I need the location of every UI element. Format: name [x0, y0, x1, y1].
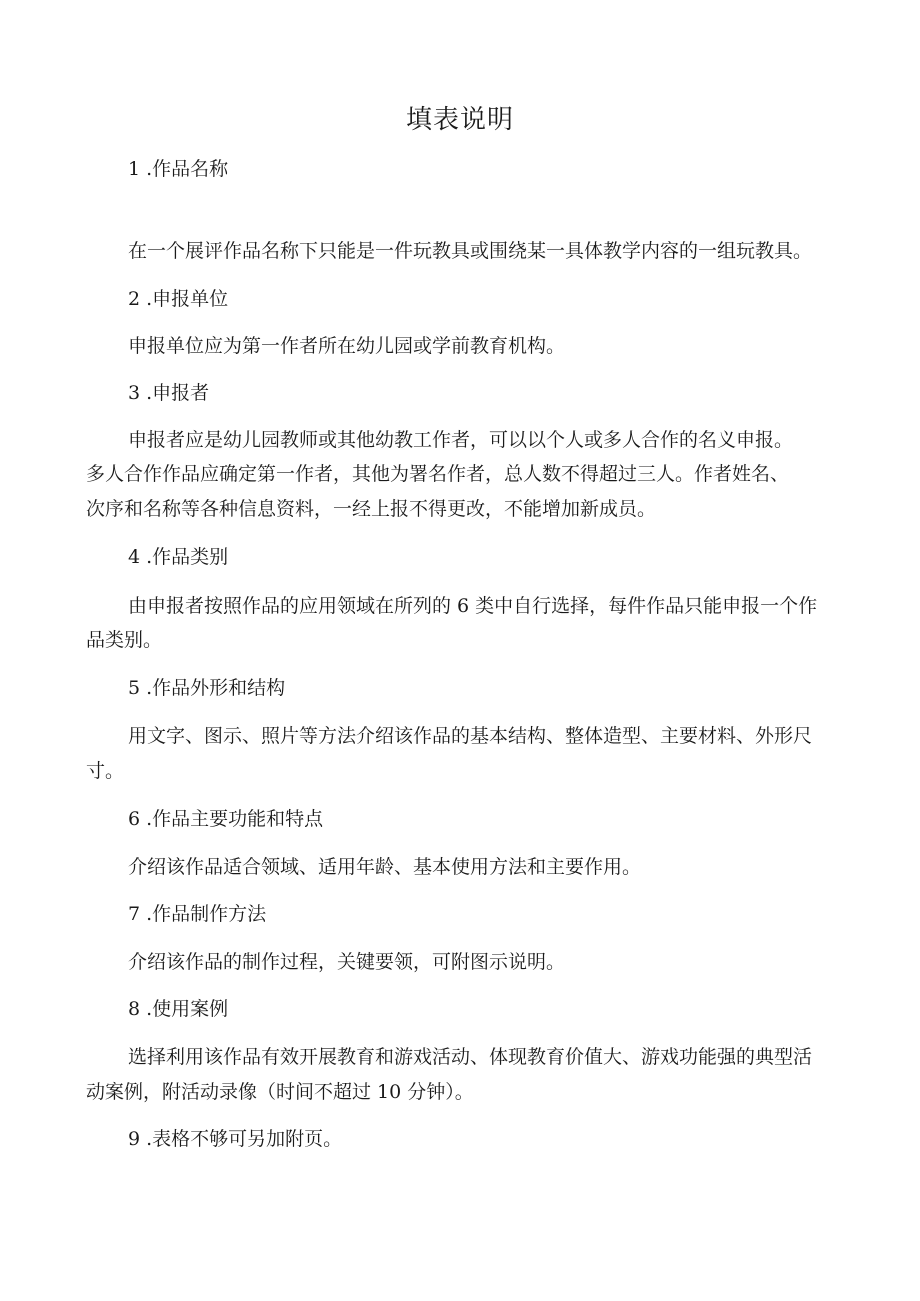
section-7-text: 介绍该作品的制作过程，关键要领，可附图示说明。	[128, 951, 566, 973]
section-3-text-line-3: 次序和名称等各种信息资料，一经上报不得更改，不能增加新成员。	[86, 498, 657, 520]
section-8-text-line-1: 选择利用该作品有效开展教育和游戏活动、体现教育价值大、游戏功能强的典型活	[128, 1046, 813, 1068]
section-9-heading: 9 .表格不够可另加附页。	[128, 1128, 343, 1150]
section-8-heading: 8 .使用案例	[128, 998, 229, 1020]
section-6-text: 介绍该作品适合领域、适用年龄、基本使用方法和主要作用。	[128, 856, 642, 878]
section-1-heading: 1 .作品名称	[128, 158, 229, 180]
section-5-heading: 5 .作品外形和结构	[128, 677, 286, 699]
section-4-heading: 4 .作品类别	[128, 546, 229, 568]
section-3-heading: 3 .申报者	[128, 382, 210, 404]
section-4-text-line-1: 由申报者按照作品的应用领域在所列的 6 类中自行选择，每件作品只能申报一个作	[128, 595, 818, 617]
section-4-text-line-2: 品类别。	[86, 629, 163, 651]
section-3-text-line-2: 多人合作作品应确定第一作者，其他为署名作者，总人数不得超过三人。作者姓名、	[86, 463, 790, 485]
page-title: 填表说明	[405, 105, 514, 135]
section-5-text-line-1: 用文字、图示、照片等方法介绍该作品的基本结构、整体造型、主要材料、外形尺	[128, 725, 813, 747]
section-6-heading: 6 .作品主要功能和特点	[128, 808, 324, 830]
section-1-text: 在一个展评作品名称下只能是一件玩教具或围绕某一具体教学内容的一组玩教具。	[128, 240, 813, 262]
section-8-text-line-2: 动案例，附活动录像（时间不超过 10 分钟）。	[86, 1081, 474, 1103]
section-5-text-line-2: 寸。	[86, 760, 125, 782]
section-2-text: 申报单位应为第一作者所在幼儿园或学前教育机构。	[128, 335, 566, 357]
section-3-text-line-1: 申报者应是幼儿园教师或其他幼教工作者，可以以个人或多人合作的名义申报。	[128, 429, 794, 451]
section-7-heading: 7 .作品制作方法	[128, 903, 267, 925]
section-2-heading: 2 .申报单位	[128, 288, 229, 310]
